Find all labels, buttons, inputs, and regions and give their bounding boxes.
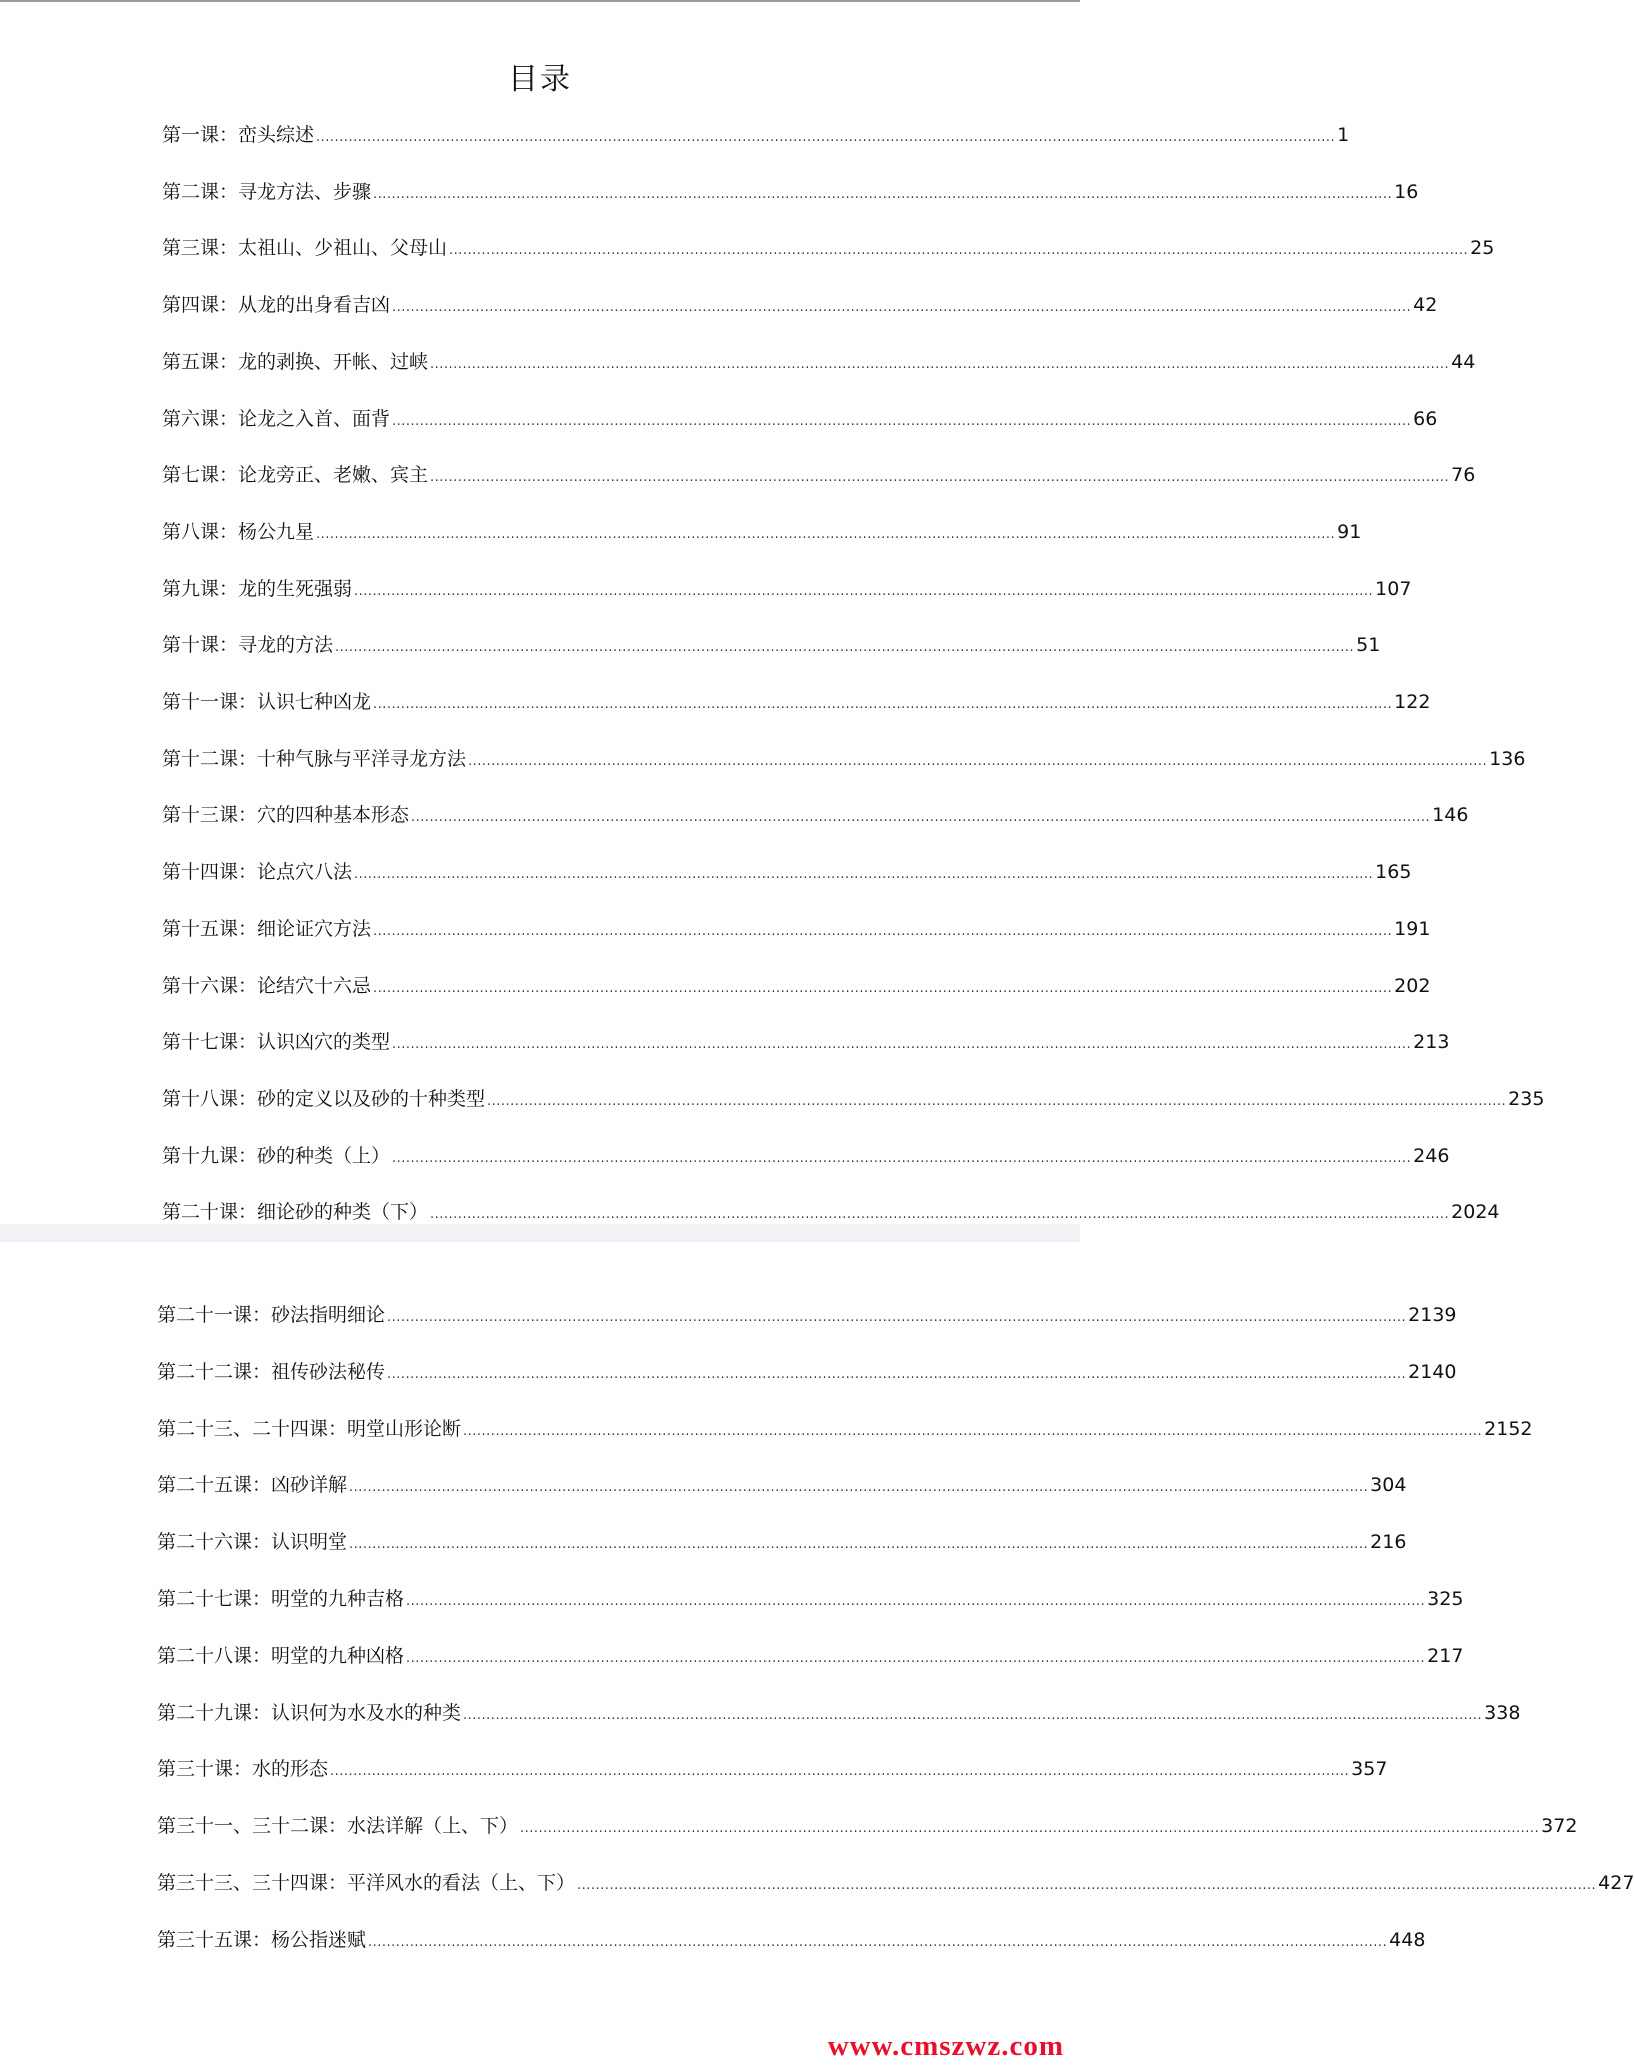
- toc-entry-label: 第二十课：细论砂的种类（下）: [162, 1201, 429, 1224]
- toc-leader-dots: ............................................................................................................................................................................................................................: [373, 980, 1393, 996]
- toc-entry-page: 146: [1432, 804, 1469, 827]
- toc-leader-dots: ............................................................................................................................................................................................................................: [468, 753, 1488, 769]
- toc-leader-dots: ............................................................................................................................................................................................................................: [392, 300, 1412, 316]
- toc-leader-dots: ............................................................................................................................................................................................................................: [430, 1207, 1450, 1223]
- toc-leader-dots: ............................................................................................................................................................................................................................: [411, 810, 1431, 826]
- toc-entry[interactable]: [162, 460, 1476, 487]
- toc-entry[interactable]: [157, 1414, 1533, 1441]
- toc-entry-page: 136: [1489, 747, 1526, 770]
- toc-entry[interactable]: [162, 1027, 1450, 1054]
- toc-entry-page: 51: [1356, 634, 1381, 657]
- toc-leader-dots: ............................................................................................................................................................................................................................: [520, 1821, 1540, 1837]
- toc-entry-label: 第十六课：论结穴十六忌: [162, 974, 372, 997]
- toc-leader-dots: ............................................................................................................................................................................................................................: [368, 1934, 1388, 1950]
- toc-leader-dots: ............................................................................................................................................................................................................................: [406, 1594, 1426, 1609]
- toc-entry-label: 第九课：龙的生死强弱: [162, 577, 353, 600]
- toc-entry-label: 第二十五课：凶砂详解: [157, 1474, 348, 1497]
- toc-entry-page: 2024: [1451, 1201, 1500, 1224]
- toc-entry-label: 第十七课：认识凶穴的类型: [162, 1031, 391, 1054]
- toc-entry-label: 第三十三、三十四课：平洋风水的看法（上、下）: [157, 1872, 576, 1894]
- toc-entry-page: 216: [1370, 1531, 1407, 1554]
- toc-leader-dots: ............................................................................................................................................................................................................................: [373, 923, 1393, 939]
- toc-entry-label: 第十四课：论点穴八法: [162, 861, 353, 884]
- toc-entry-page: 107: [1375, 577, 1412, 600]
- toc-entry-page: 2139: [1408, 1304, 1457, 1326]
- toc-entry[interactable]: [162, 971, 1431, 998]
- toc-entry-label: 第五课：龙的剥换、开帐、过峡: [162, 350, 429, 373]
- toc-entry[interactable]: [157, 1641, 1464, 1668]
- toc-entry[interactable]: [162, 1084, 1545, 1111]
- toc-leader-dots: ............................................................................................................................................................................................................................: [392, 413, 1412, 429]
- toc-entry-label: 第十二课：十种气脉与平洋寻龙方法: [162, 747, 467, 770]
- toc-entry-label: 第三十五课：杨公指迷赋: [157, 1928, 367, 1951]
- toc-leader-dots: ............................................................................................................................................................................................................................: [463, 1707, 1483, 1723]
- toc-leader-dots: ............................................................................................................................................................................................................................: [335, 640, 1355, 656]
- toc-leader-dots: ............................................................................................................................................................................................................................: [392, 1037, 1412, 1053]
- toc-entry-label: 第一课：峦头综述: [162, 124, 315, 146]
- toc-entry[interactable]: [162, 177, 1419, 204]
- toc-entry-label: 第二十七课：明堂的九种吉格: [157, 1588, 405, 1610]
- toc-leader-dots: ............................................................................................................................................................................................................................: [430, 356, 1450, 372]
- toc-entry-page: 246: [1413, 1144, 1450, 1167]
- toc-entry-page: 325: [1427, 1588, 1464, 1610]
- toc-entry[interactable]: [162, 574, 1412, 601]
- toc-entry[interactable]: [162, 347, 1476, 374]
- toc-leader-dots: ............................................................................................................................................................................................................................: [577, 1878, 1597, 1893]
- toc-entry-page: 235: [1508, 1087, 1545, 1110]
- toc-entry-page: 1: [1337, 124, 1350, 146]
- toc-entry[interactable]: [162, 517, 1362, 544]
- toc-entry-label: 第三课：太祖山、少祖山、父母山: [162, 237, 448, 260]
- toc-entry[interactable]: [157, 1754, 1388, 1781]
- toc-entry-page: 372: [1541, 1815, 1578, 1838]
- toc-leader-dots: ............................................................................................................................................................................................................................: [449, 243, 1469, 259]
- toc-leader-dots: ............................................................................................................................................................................................................................: [330, 1764, 1350, 1780]
- toc-leader-dots: ............................................................................................................................................................................................................................: [387, 1366, 1407, 1382]
- toc-leader-dots: ............................................................................................................................................................................................................................: [354, 583, 1374, 599]
- toc-entry-label: 第十课：寻龙的方法: [162, 634, 334, 657]
- toc-leader-dots: ............................................................................................................................................................................................................................: [316, 130, 1336, 145]
- toc-entry[interactable]: [162, 744, 1526, 771]
- toc-entry-page: 16: [1394, 180, 1419, 203]
- toc-entry-page: 76: [1451, 464, 1476, 487]
- toc-entry[interactable]: [162, 404, 1438, 431]
- toc-entry[interactable]: [162, 687, 1431, 714]
- toc-entry[interactable]: [157, 1357, 1457, 1384]
- toc-entry-label: 第二十一课：砂法指明细论: [157, 1304, 386, 1326]
- toc-leader-dots: ............................................................................................................................................................................................................................: [387, 1310, 1407, 1325]
- toc-entry[interactable]: [157, 1925, 1426, 1952]
- toc-entry-label: 第八课：杨公九星: [162, 520, 315, 543]
- toc-leader-dots: ............................................................................................................................................................................................................................: [487, 1093, 1507, 1109]
- toc-entry-page: 427: [1598, 1872, 1634, 1894]
- toc-entry-page: 213: [1413, 1031, 1450, 1054]
- toc-entry-page: 165: [1375, 861, 1412, 884]
- toc-entry[interactable]: [157, 1300, 1457, 1327]
- toc-entry[interactable]: [157, 1584, 1464, 1611]
- toc-entry-page: 217: [1427, 1644, 1464, 1667]
- toc-entry[interactable]: [162, 857, 1412, 884]
- toc-entry-label: 第六课：论龙之入首、面背: [162, 407, 391, 430]
- toc-entry[interactable]: [157, 1470, 1407, 1497]
- toc-entry-label: 第二十六课：认识明堂: [157, 1531, 348, 1554]
- toc-entry-label: 第二课：寻龙方法、步骤: [162, 180, 372, 203]
- toc-entry[interactable]: [162, 290, 1438, 317]
- toc-leader-dots: ............................................................................................................................................................................................................................: [349, 1537, 1369, 1553]
- toc-entry-label: 第十八课：砂的定义以及砂的十种类型: [162, 1087, 486, 1110]
- toc-leader-dots: ............................................................................................................................................................................................................................: [463, 1423, 1483, 1439]
- toc-entry-label: 第七课：论龙旁正、老嫩、宾主: [162, 464, 429, 487]
- toc-entry-page: 338: [1484, 1701, 1521, 1724]
- toc-entry-label: 第十九课：砂的种类（上）: [162, 1144, 391, 1167]
- toc-entry-page: 191: [1394, 917, 1431, 940]
- toc-entry-label: 第二十三、二十四课：明堂山形论断: [157, 1417, 462, 1440]
- toc-entry-page: 25: [1470, 237, 1495, 260]
- toc-entry[interactable]: [162, 630, 1381, 657]
- toc-entry-page: 2140: [1408, 1360, 1457, 1383]
- toc-entry-label: 第三十一、三十二课：水法详解（上、下）: [157, 1815, 519, 1838]
- toc-entry-label: 第四课：从龙的出身看吉凶: [162, 294, 391, 317]
- toc-entry-page: 122: [1394, 691, 1431, 713]
- toc-entry[interactable]: [157, 1868, 1634, 1895]
- toc-leader-dots: ............................................................................................................................................................................................................................: [316, 526, 1336, 542]
- toc-leader-dots: ............................................................................................................................................................................................................................: [406, 1650, 1426, 1666]
- toc-entry[interactable]: [157, 1811, 1578, 1838]
- toc-leader-dots: ............................................................................................................................................................................................................................: [373, 186, 1393, 202]
- toc-entry-label: 第十五课：细论证穴方法: [162, 917, 372, 940]
- toc-entry-page: 2152: [1484, 1417, 1533, 1440]
- toc-entry-page: 357: [1351, 1758, 1388, 1781]
- toc-entry-page: 44: [1451, 350, 1476, 373]
- toc-entry-label: 第二十二课：祖传砂法秘传: [157, 1360, 386, 1383]
- site-watermark: www.cmszwz.com: [827, 2030, 1064, 2062]
- toc-entry-label: 第十三课：穴的四种基本形态: [162, 804, 410, 827]
- toc-leader-dots: ............................................................................................................................................................................................................................: [430, 470, 1450, 486]
- toc-entry[interactable]: [157, 1698, 1521, 1725]
- toc-entry-label: 第二十八课：明堂的九种凶格: [157, 1644, 405, 1667]
- toc-entry[interactable]: [162, 1197, 1500, 1224]
- toc-entry[interactable]: [162, 800, 1469, 827]
- toc-entry[interactable]: [162, 120, 1350, 147]
- toc-entry-page: 202: [1394, 974, 1431, 997]
- toc-entry-label: 第三十课：水的形态: [157, 1758, 329, 1781]
- toc-entry-page: 91: [1337, 520, 1362, 543]
- toc-title: 目录: [508, 62, 572, 97]
- toc-entry-page: 304: [1370, 1474, 1407, 1497]
- toc-entry-page: 448: [1389, 1928, 1426, 1951]
- toc-entry-page: 42: [1413, 294, 1438, 317]
- toc-entry[interactable]: [157, 1527, 1407, 1554]
- page-seam: [0, 1224, 1080, 1242]
- toc-leader-dots: ............................................................................................................................................................................................................................: [349, 1480, 1369, 1496]
- toc-leader-dots: ............................................................................................................................................................................................................................: [373, 697, 1393, 712]
- toc-entry-page: 66: [1413, 407, 1438, 430]
- toc-entry[interactable]: [162, 914, 1431, 941]
- toc-leader-dots: ............................................................................................................................................................................................................................: [392, 1150, 1412, 1166]
- toc-entry[interactable]: [162, 233, 1495, 260]
- toc-entry-label: 第二十九课：认识何为水及水的种类: [157, 1701, 462, 1724]
- toc-leader-dots: ............................................................................................................................................................................................................................: [354, 867, 1374, 883]
- toc-entry[interactable]: [162, 1141, 1450, 1168]
- toc-entry-label: 第十一课：认识七种凶龙: [162, 691, 372, 713]
